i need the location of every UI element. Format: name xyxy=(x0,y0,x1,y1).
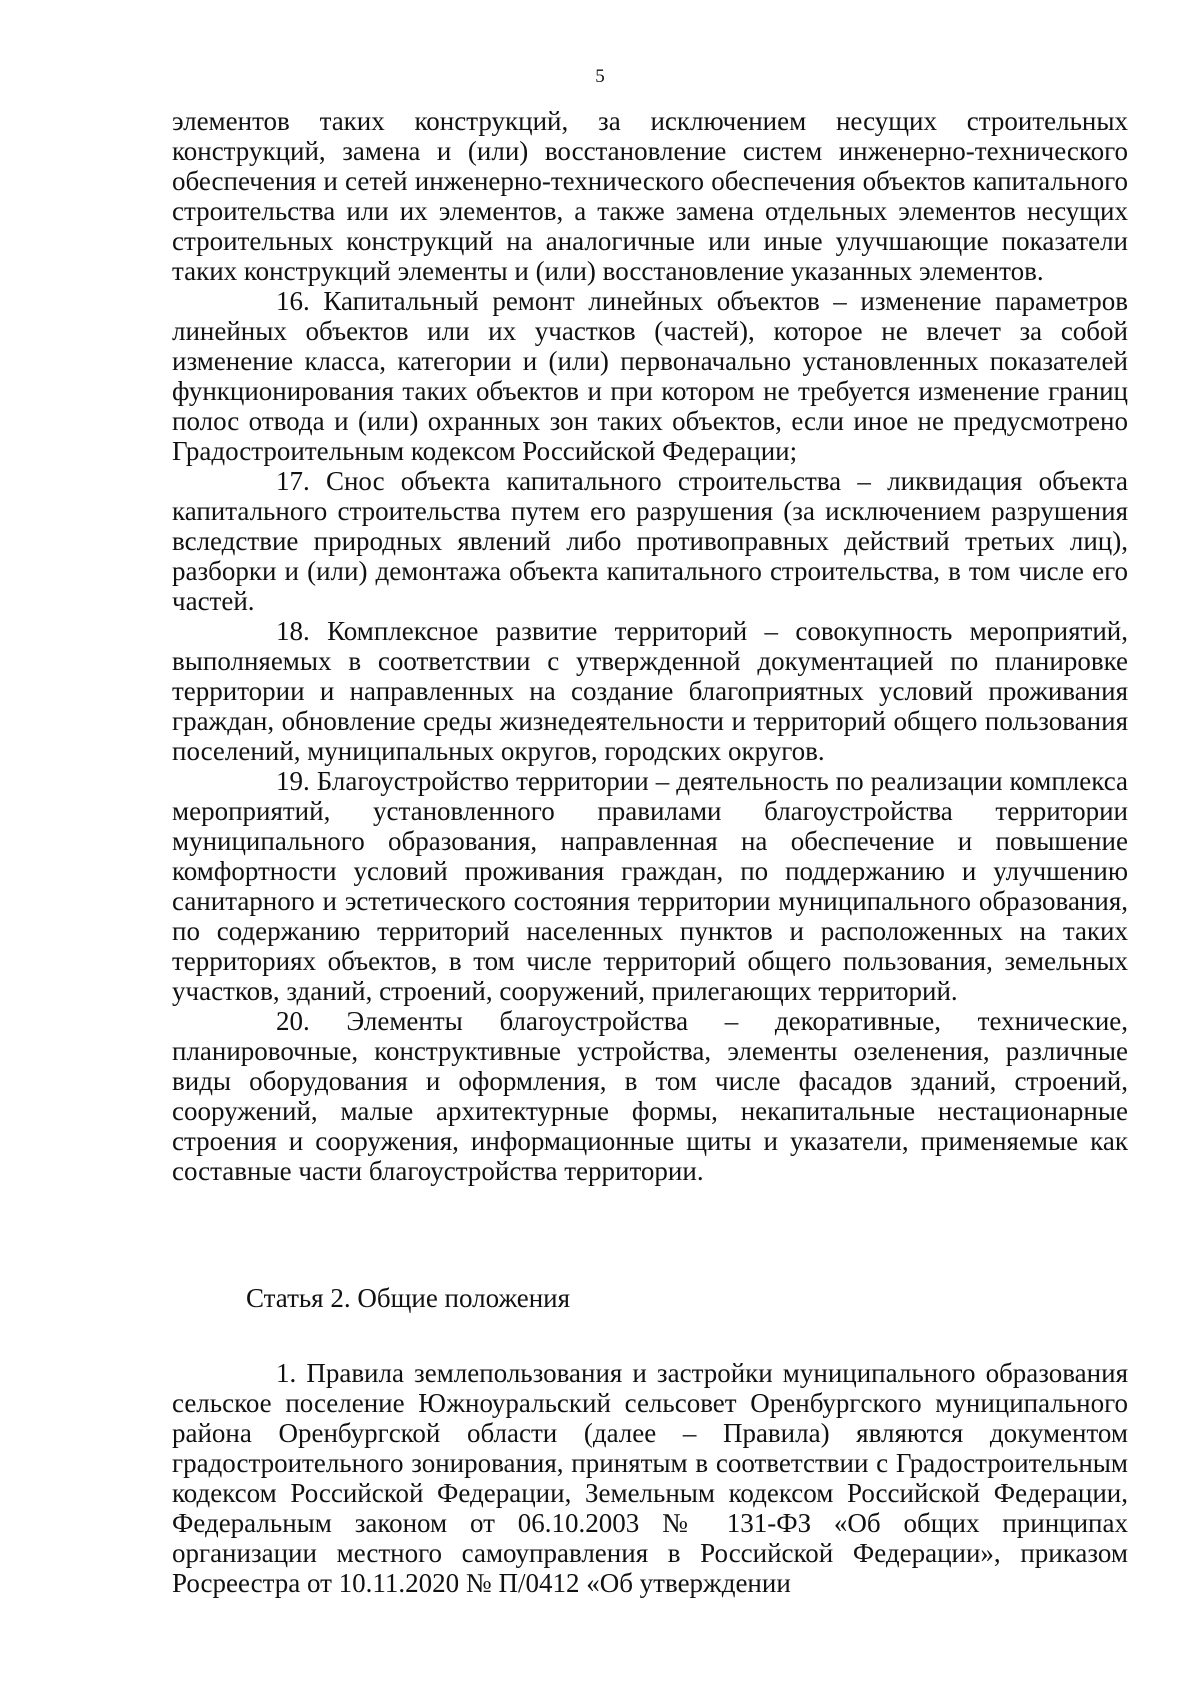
definition-item-16: 16. Капитальный ремонт линейных объектов – изменение параметров линейных объектов или их участков (частей), которое не влечет за собой изменение класса, категории и (или) первоначально установленных показателей функционирования таких объектов и при котором не требуется изменение границ полос отвода и (или) охранных зон таких объектов, если иное не предусмотрено Градостроительным кодексом Российской Федерации; xyxy=(172,286,1128,466)
article-paragraph-1: 1. Правила землепользования и застройки муниципального образования сельское поселение Южноуральский сельсовет Оренбургского муниципального района Оренбургской области (далее – Правила) являются документом градостроительного зонирования, принятым в соответствии с Градостроительным кодексом Российской Федерации, Земельным кодексом Российской Федерации, Федеральным законом от 06.10.2003 № 131-ФЗ «Об общих принципах организации местного самоуправления в Российской Федерации», приказом Росреестра от 10.11.2020 № П/0412 «Об утверждении xyxy=(172,1358,1128,1598)
definition-item-17: 17. Снос объекта капитального строительства – ликвидация объекта капитального строительства путем его разрушения (за исключением разрушения вследствие природных явлений либо противоправных действий третьих лиц), разборки и (или) демонтажа объекта капитального строительства, в том числе его частей. xyxy=(172,466,1128,616)
definitions-block xyxy=(172,106,1128,1186)
paragraph-continuation: элементов таких конструкций, за исключением несущих строительных конструкций, замена и (или) восстановление систем инженерно-технического обеспечения и сетей инженерно-технического обеспечения объектов капитального строительства или их элементов, а также замена отдельных элементов несущих строительных конструкций на аналогичные или иные улучшающие показатели таких конструкций элементы и (или) восстановление указанных элементов. xyxy=(172,106,1128,286)
definition-item-19: 19. Благоустройство территории – деятельность по реализации комплекса мероприятий, установленного правилами благоустройства территории муниципального образования, направленная на обеспечение и повышение комфортности условий проживания граждан, по поддержанию и улучшению санитарного и эстетического состояния территории муниципального образования, по содержанию территорий населенных пунктов и расположенных на таких территориях объектов, в том числе территорий общего пользования, земельных участков, зданий, строений, сооружений, прилегающих территорий. xyxy=(172,766,1128,1006)
article-heading: Статья 2. Общие положения xyxy=(246,1283,571,1313)
page-number: 5 xyxy=(595,66,605,87)
article-body xyxy=(172,1358,1128,1598)
definition-item-18: 18. Комплексное развитие территорий – совокупность мероприятий, выполняемых в соответствии с утвержденной документацией по планировке территории и направленных на создание благоприятных условий проживания граждан, обновление среды жизнедеятельности и территорий общего пользования поселений, муниципальных округов, городских округов. xyxy=(172,616,1128,766)
definition-item-20: 20. Элементы благоустройства – декоративные, технические, планировочные, конструктивные устройства, элементы озеленения, различные виды оборудования и оформления, в том числе фасадов зданий, строений, сооружений, малые архитектурные формы, некапитальные нестационарные строения и сооружения, информационные щиты и указатели, применяемые как составные части благоустройства территории. xyxy=(172,1006,1128,1186)
